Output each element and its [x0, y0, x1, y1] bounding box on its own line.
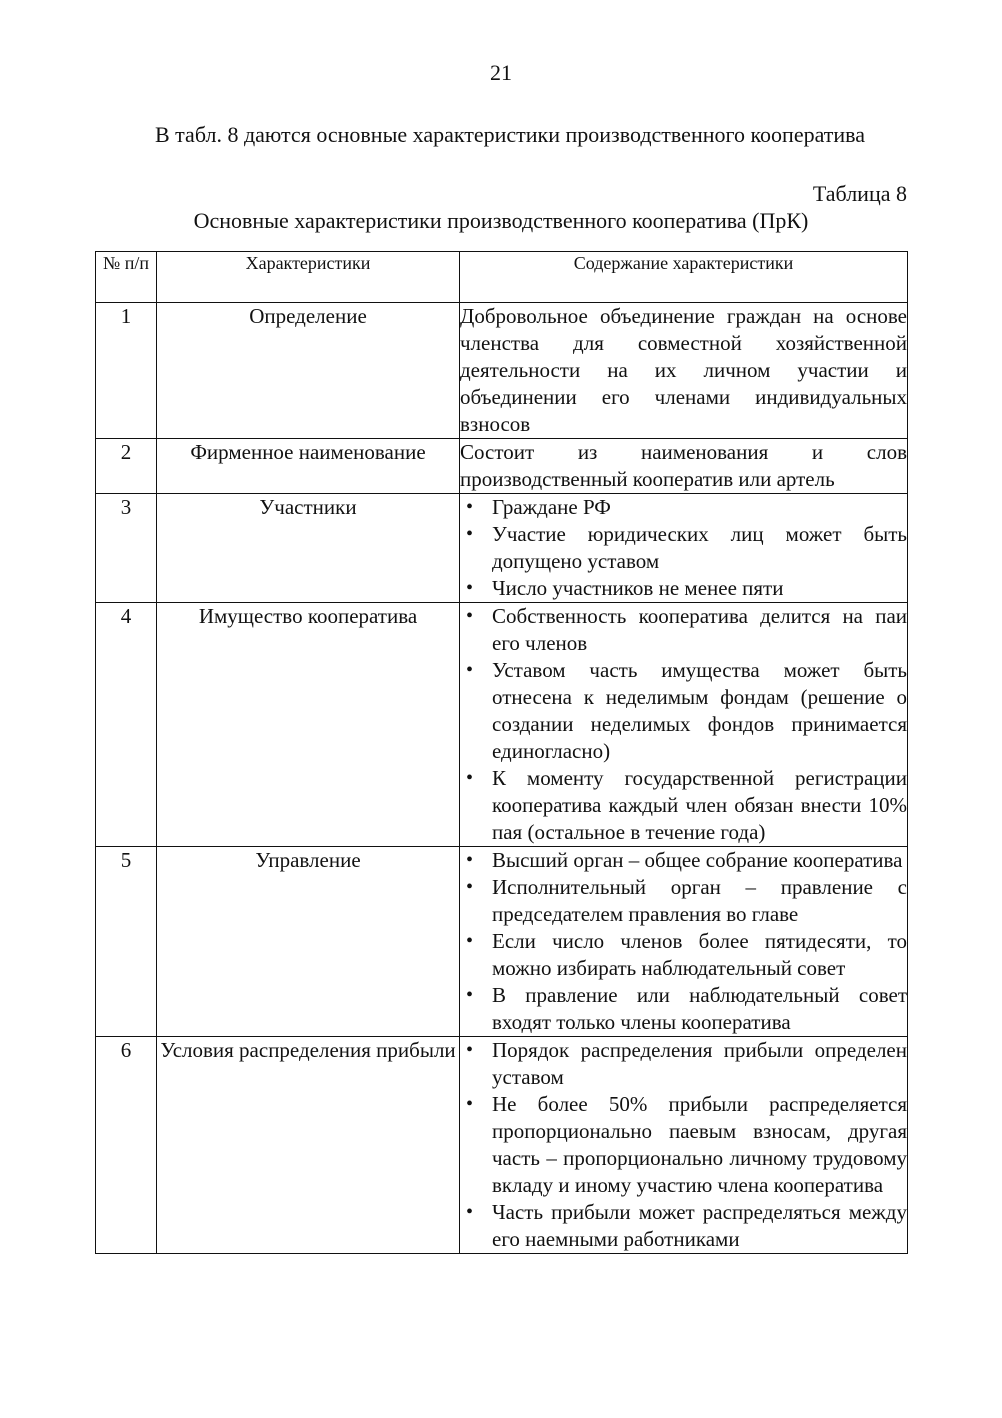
table-row	[96, 303, 908, 439]
bullet-list	[460, 603, 907, 846]
bullet-list	[460, 847, 907, 1036]
table-row	[96, 439, 908, 494]
row-content	[460, 1037, 908, 1254]
bullet-item: • Если число членов более пятидесяти, то можно избирать наблюдательный совет	[460, 928, 907, 982]
row-number: 5	[96, 847, 157, 1037]
table-row	[96, 1037, 908, 1254]
bullet-item: • Собственность кооператива делится на паи его членов	[460, 603, 907, 657]
content-text: Состоит из наименования и слов производственный кооператив или артель	[460, 440, 907, 491]
row-characteristic: Условия распределения прибыли	[157, 1037, 460, 1254]
row-number: 3	[96, 494, 157, 603]
bullet-item: • Порядок распределения прибыли определен уставом	[460, 1037, 907, 1091]
bullet-item: • Граждане РФ	[460, 494, 907, 521]
row-characteristic: Фирменное наименование	[157, 439, 460, 494]
table-label: Таблица 8	[812, 181, 907, 206]
header-num: № п/п	[96, 252, 157, 303]
bullet-list	[460, 494, 907, 602]
row-content	[460, 439, 908, 494]
bullet-item: • Участие юридических лиц может быть допущено уставом	[460, 521, 907, 575]
bullet-item: • К моменту государственной регистрации кооператива каждый член обязан внести 10% пая (остальное в течение года)	[460, 765, 907, 846]
row-number: 4	[96, 603, 157, 847]
bullet-item: • Число участников не менее пяти	[460, 575, 907, 602]
row-content	[460, 847, 908, 1037]
row-characteristic: Управление	[157, 847, 460, 1037]
characteristics-table	[95, 251, 908, 1254]
row-content	[460, 494, 908, 603]
header-content: Содержание характеристики	[460, 252, 908, 303]
bullet-item: • Не более 50% прибыли распределяется пропорционально паевым взносам, другая часть – пропорционально личному трудовому вкладу и иному участию члена кооператива	[460, 1091, 907, 1199]
bullet-item: • Часть прибыли может распределяться между его наемными работниками	[460, 1199, 907, 1253]
header-characteristic: Характеристики	[157, 252, 460, 303]
table-body	[96, 303, 908, 1254]
row-number: 2	[96, 439, 157, 494]
row-number: 6	[96, 1037, 157, 1254]
row-number: 1	[96, 303, 157, 439]
page-number: 21	[490, 60, 512, 85]
row-content	[460, 603, 908, 847]
table-title: Основные характеристики производственного кооператива (ПрК)	[193, 208, 809, 233]
content-text: Добровольное объединение граждан на основе членства для совместной хозяйственной деятельности на их личном участии и объединении его членами индивидуальных взносов	[460, 304, 907, 436]
row-characteristic: Участники	[157, 494, 460, 603]
row-content	[460, 303, 908, 439]
row-characteristic: Определение	[157, 303, 460, 439]
table-row	[96, 847, 908, 1037]
intro-paragraph: В табл. 8 даются основные характеристики производственного кооператива	[155, 122, 866, 147]
table-row	[96, 603, 908, 847]
row-characteristic: Имущество кооператива	[157, 603, 460, 847]
bullet-item: • Исполнительный орган – правление с председателем правления во главе	[460, 874, 907, 928]
bullet-item: • Уставом часть имущества может быть отнесена к неделимым фондам (решение о создании неделимых фондов принимается единогласно)	[460, 657, 907, 765]
bullet-list	[460, 1037, 907, 1253]
table-row	[96, 494, 908, 603]
bullet-item: • В правление или наблюдательный совет входят только члены кооператива	[460, 982, 907, 1036]
bullet-item: • Высший орган – общее собрание кооператива	[460, 847, 907, 874]
table-header-row	[96, 252, 908, 303]
